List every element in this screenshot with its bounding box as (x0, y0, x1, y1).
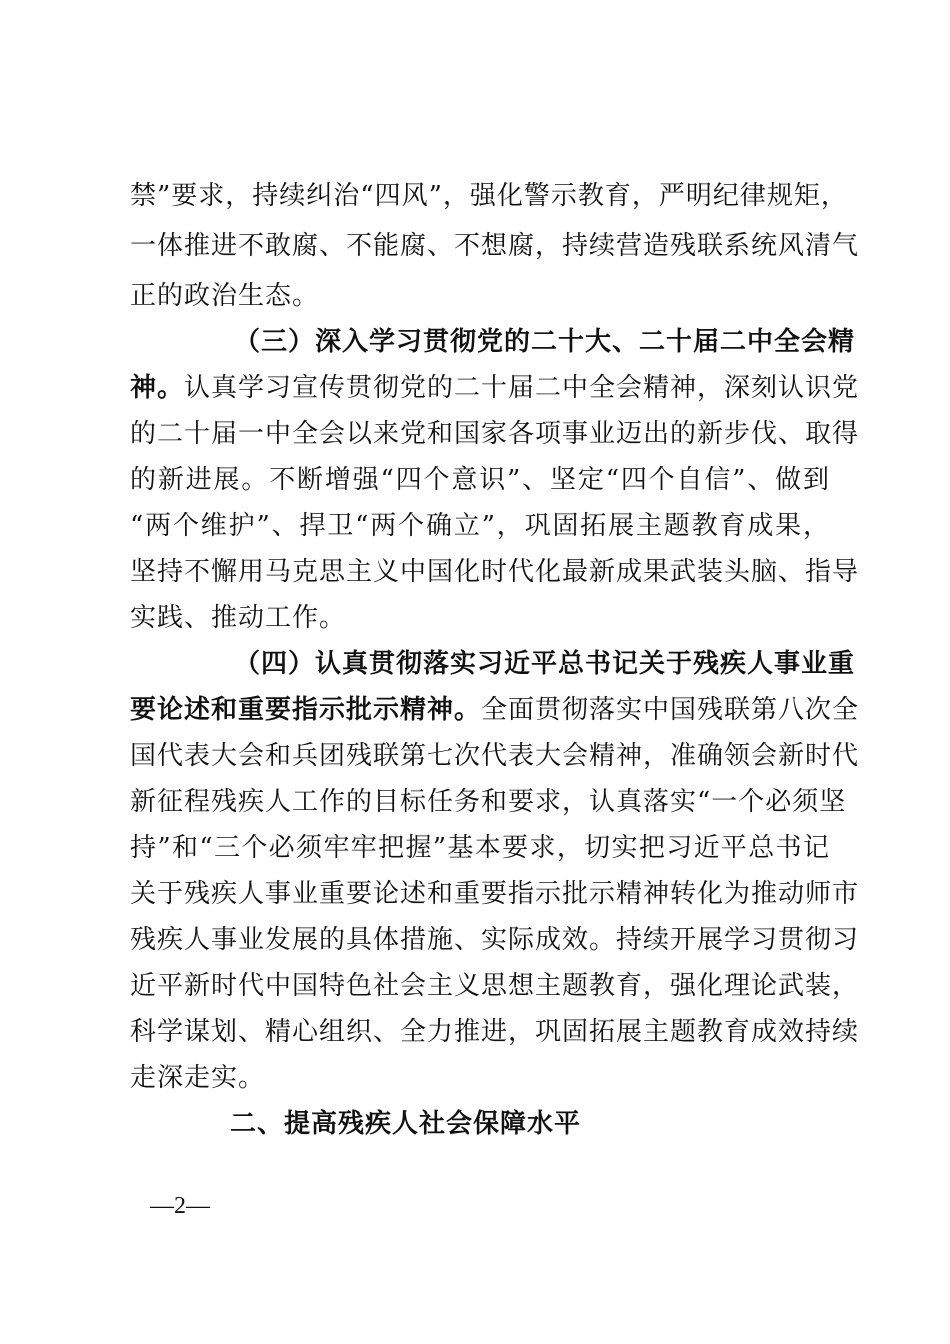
subheading-line: （三）深入学习贯彻党的二十大、二十届二中全会精 (234, 327, 856, 357)
subheading-tail: 要论述和重要指示批示精神。 (130, 695, 482, 725)
text-line: 关于残疾人事业重要论述和重要指示批示精神转化为推动师市 (130, 879, 860, 909)
text-line: 近平新时代中国特色社会主义思想主题教育，强化理论武装， (130, 971, 860, 1001)
text-line: 实践、推动工作。 (130, 603, 347, 633)
text-line (130, 690, 860, 730)
text-line: 的新进展。不断增强“四个意识”、坚定“四个自信”、做到 (130, 465, 830, 495)
section-heading: 二、提高残疾人社会保障水平 (230, 1109, 582, 1139)
subheading-line: （四）认真贯彻落实习近平总书记关于残疾人事业重 (234, 649, 856, 679)
text-line: 坚持不懈用马克思主义中国化时代化最新成果武装头脑、指导 (130, 557, 860, 587)
text-line: 新征程残疾人工作的目标任务和要求，认真落实“一个必须坚 (130, 787, 847, 817)
text-line: 科学谋划、精心组织、全力推进，巩固拓展主题教育成效持续 (130, 1017, 860, 1047)
text-line: 一体推进不敢腐、不能腐、不想腐，持续营造残联系统风清气 (130, 231, 860, 261)
text-line: 正的政治生态。 (130, 281, 320, 311)
text-line: 残疾人事业发展的具体措施、实际成效。持续开展学习贯彻习 (130, 925, 860, 955)
page-number: —2— (150, 1193, 210, 1219)
text-line: “两个维护”、捍卫“两个确立”，巩固拓展主题教育成果， (130, 511, 830, 541)
text-line: 的二十届一中全会以来党和国家各项事业迈出的新步伐、取得 (130, 419, 860, 449)
text-line: 禁”要求，持续纠治“四风”，强化警示教育，严明纪律规矩， (130, 181, 848, 211)
text-line: 持”和“三个必须牢牢把握”基本要求，切实把习近平总书记 (130, 833, 830, 863)
text-span: 认真学习宣传贯彻党的二十届二中全会精神，深刻认识党 (184, 373, 860, 403)
text-line: 国代表大会和兵团残联第七次代表大会精神，准确领会新时代 (130, 741, 860, 771)
text-line (130, 368, 860, 408)
text-span: 全面贯彻落实中国残联第八次全 (481, 695, 860, 725)
text-line: 走深走实。 (130, 1063, 266, 1093)
subheading-tail: 神。 (130, 373, 185, 403)
